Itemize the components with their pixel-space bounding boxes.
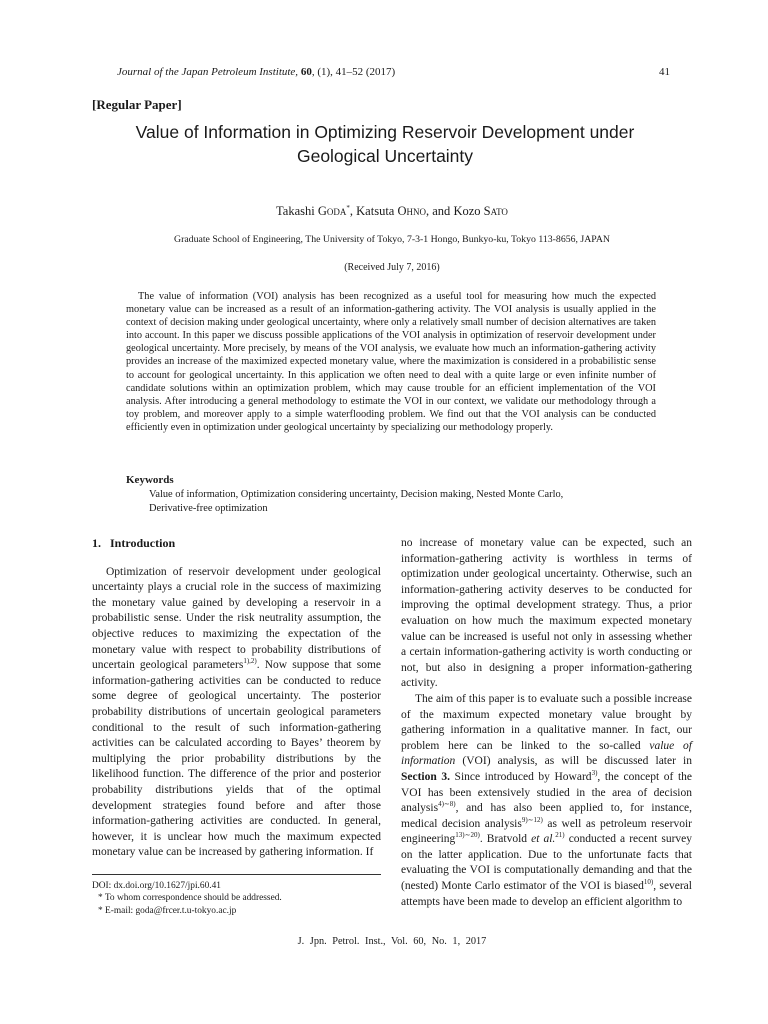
section-title: Introduction bbox=[110, 536, 176, 550]
keywords-heading: Keywords bbox=[126, 474, 174, 486]
keywords-line-1: Value of information, Optimization considering uncertainty, Decision making, Nested Monte Carlo, bbox=[149, 489, 564, 500]
author-3-family: Sato bbox=[483, 204, 508, 218]
affiliation: Graduate School of Engineering, The University of Tokyo, 7-3-1 Hongo, Bunkyo-ku, Tokyo 113-8656, JAPAN bbox=[174, 234, 610, 245]
author-2-family: Ohno bbox=[397, 204, 426, 218]
journal-volume: 60 bbox=[300, 66, 312, 78]
page-footer: J. Jpn. Petrol. Inst., Vol. 60, No. 1, 2017 bbox=[297, 936, 487, 947]
citation-ref: 1),2) bbox=[243, 657, 257, 666]
section-number: 1. bbox=[92, 536, 101, 550]
author-3-given: Kozo bbox=[453, 204, 481, 218]
doi: DOI: dx.doi.org/10.1627/jpi.60.41 bbox=[92, 881, 221, 891]
text-run: Since introduced by Howard bbox=[449, 770, 592, 783]
text-run: as well as petroleum reservoir engineering bbox=[401, 817, 692, 846]
citation-ref: 10) bbox=[643, 878, 654, 887]
citation-ref: 3) bbox=[591, 768, 598, 777]
author-2-given: Katsuta bbox=[356, 204, 395, 218]
text-run: . Now suppose that some information-gathering activities can be conducted to reduce some degree of geological uncertainty. The posterior probability distributions of uncertain geological parameters conditional to the result of such information-gathering activities can be calculated according to Bayes’ theorem by multiplying the prior probability distributions by the likelihood function. The difference of the prior and posterior probability distributions yields that of the optimal development strategies found before and after those information-gathering activities are conducted. In general, however, it is unclear how much the maximum expected monetary value can be increased by gathering information. If bbox=[92, 659, 382, 859]
journal-issue-pages: , (1), 41–52 (2017) bbox=[311, 66, 396, 78]
body-column-right bbox=[401, 536, 692, 910]
text-run: Optimization of reservoir development under geological uncertainty plays a crucial role in the success of maximizing the monetary value gained by developing a reservoir in a probabilistic sense. Under the risk neutrality assumption, the objective reduces to maximizing the expectation of the monetary value with respect to probability distributions of uncertain geological parameters bbox=[92, 565, 381, 672]
text-run: . Bratvold bbox=[479, 833, 532, 846]
journal-name: Journal of the Japan Petroleum Institute, bbox=[117, 66, 299, 78]
correspondence-note: * To whom correspondence should be addressed. bbox=[98, 893, 282, 904]
received-date: (Received July 7, 2016) bbox=[344, 262, 440, 273]
paper-type: [Regular Paper] bbox=[92, 97, 182, 112]
text-run: , the concept of the VOI has been extensively studied in the area of decision analysis bbox=[401, 770, 693, 815]
abstract: The value of information (VOI) analysis has been recognized as a useful tool for measuring how much the expected monetary value can be increased as a result of an information-gathering activity. The VOI analysis is usually applied in the context of decision making under geological uncertainty, where only a relatively small number of decision alternatives are taken into account. In this paper we discuss possible applications of the VOI analysis in optimization of reservoir development under geological uncertainty. More precisely, by means of the VOI analysis, we evaluate how much an information-gathering activity provides an increase of the maximized expected monetary value, where the maximization is considered in a probabilistic sense to account for geological uncertainty. In this application we often need to deal with a quite large or even infinite number of candidate solutions within an optimization problem, which may cause trouble for an efficient implementation of the VOI analysis. After introducing a general methodology to estimate the VOI in our context, we validate our methodology through a toy problem, and moreover apply to a simple waterflooding problem. We find out that the VOI analysis can be conducted efficiently even in optimization under geological uncertainty by specializing our methodology properly. bbox=[126, 291, 656, 433]
section-heading bbox=[92, 536, 381, 552]
keywords-list bbox=[149, 488, 649, 515]
corresponding-mark: * bbox=[346, 204, 350, 212]
text-run: , several attempts have been made to develop an efficient algorithm to bbox=[401, 880, 692, 908]
paragraph-2 bbox=[401, 692, 692, 910]
paragraph-1-continued: no increase of monetary value can be expected, such an information-gathering activity is worthless in terms of optimization under geological uncertainty. Otherwise, such an information-gathering activity deserves to be conducted for improving the optimal development strategy. Thus, a prior evaluation on how much the maximum expected monetary value can be increased is useful not only in assessing whether a certain information-gathering activity is worth conducting or not, but also in designing a proper information-gathering activity. bbox=[401, 537, 692, 690]
text-run: , and has also been applied to, for instance, medical decision analysis bbox=[401, 802, 692, 830]
text-run: (VOI) analysis, as will be discussed later in bbox=[455, 755, 692, 768]
title-line-1: Value of Information in Optimizing Reservoir Development under bbox=[135, 122, 635, 142]
author-1-family: Goda bbox=[317, 204, 347, 218]
keywords-line-2: Derivative-free optimization bbox=[149, 502, 268, 514]
title-line-2: Geological Uncertainty bbox=[296, 146, 474, 166]
author-separator: , and bbox=[426, 204, 454, 218]
paragraph-1 bbox=[92, 565, 381, 861]
citation-ref: 4)∼8) bbox=[438, 800, 456, 809]
citation-ref: 21) bbox=[555, 831, 565, 840]
section-ref: Section 3. bbox=[401, 770, 450, 783]
running-head bbox=[117, 66, 670, 78]
emphasis-etal: et al. bbox=[531, 833, 556, 846]
footnotes bbox=[92, 880, 381, 917]
emphasis-term: value of information bbox=[401, 739, 692, 768]
paper-title bbox=[100, 120, 670, 168]
email-note: * E-mail: goda@frcer.t.u-tokyo.ac.jp bbox=[98, 905, 237, 916]
page-number: 41 bbox=[659, 66, 670, 78]
text-run: conducted a recent survey on the latter application. Due to the unfortunate facts that evaluating the VOI is computationally demanding and that the (nested) Monte Carlo estimator of the VOI is biased bbox=[401, 833, 693, 893]
body-column-left bbox=[92, 536, 381, 861]
author-list bbox=[92, 204, 692, 219]
author-1-given: Takashi bbox=[276, 204, 315, 218]
text-run: The aim of this paper is to evaluate such a possible increase of the maximum expected monetary value brought by gathering information in a qualitative manner. In fact, our problem here can be linked to the so-called bbox=[401, 692, 692, 752]
footnote-rule bbox=[92, 874, 381, 875]
author-separator: , bbox=[349, 204, 357, 218]
citation-ref: 13)∼20) bbox=[455, 831, 480, 840]
citation-ref: 9)∼12) bbox=[521, 815, 543, 824]
